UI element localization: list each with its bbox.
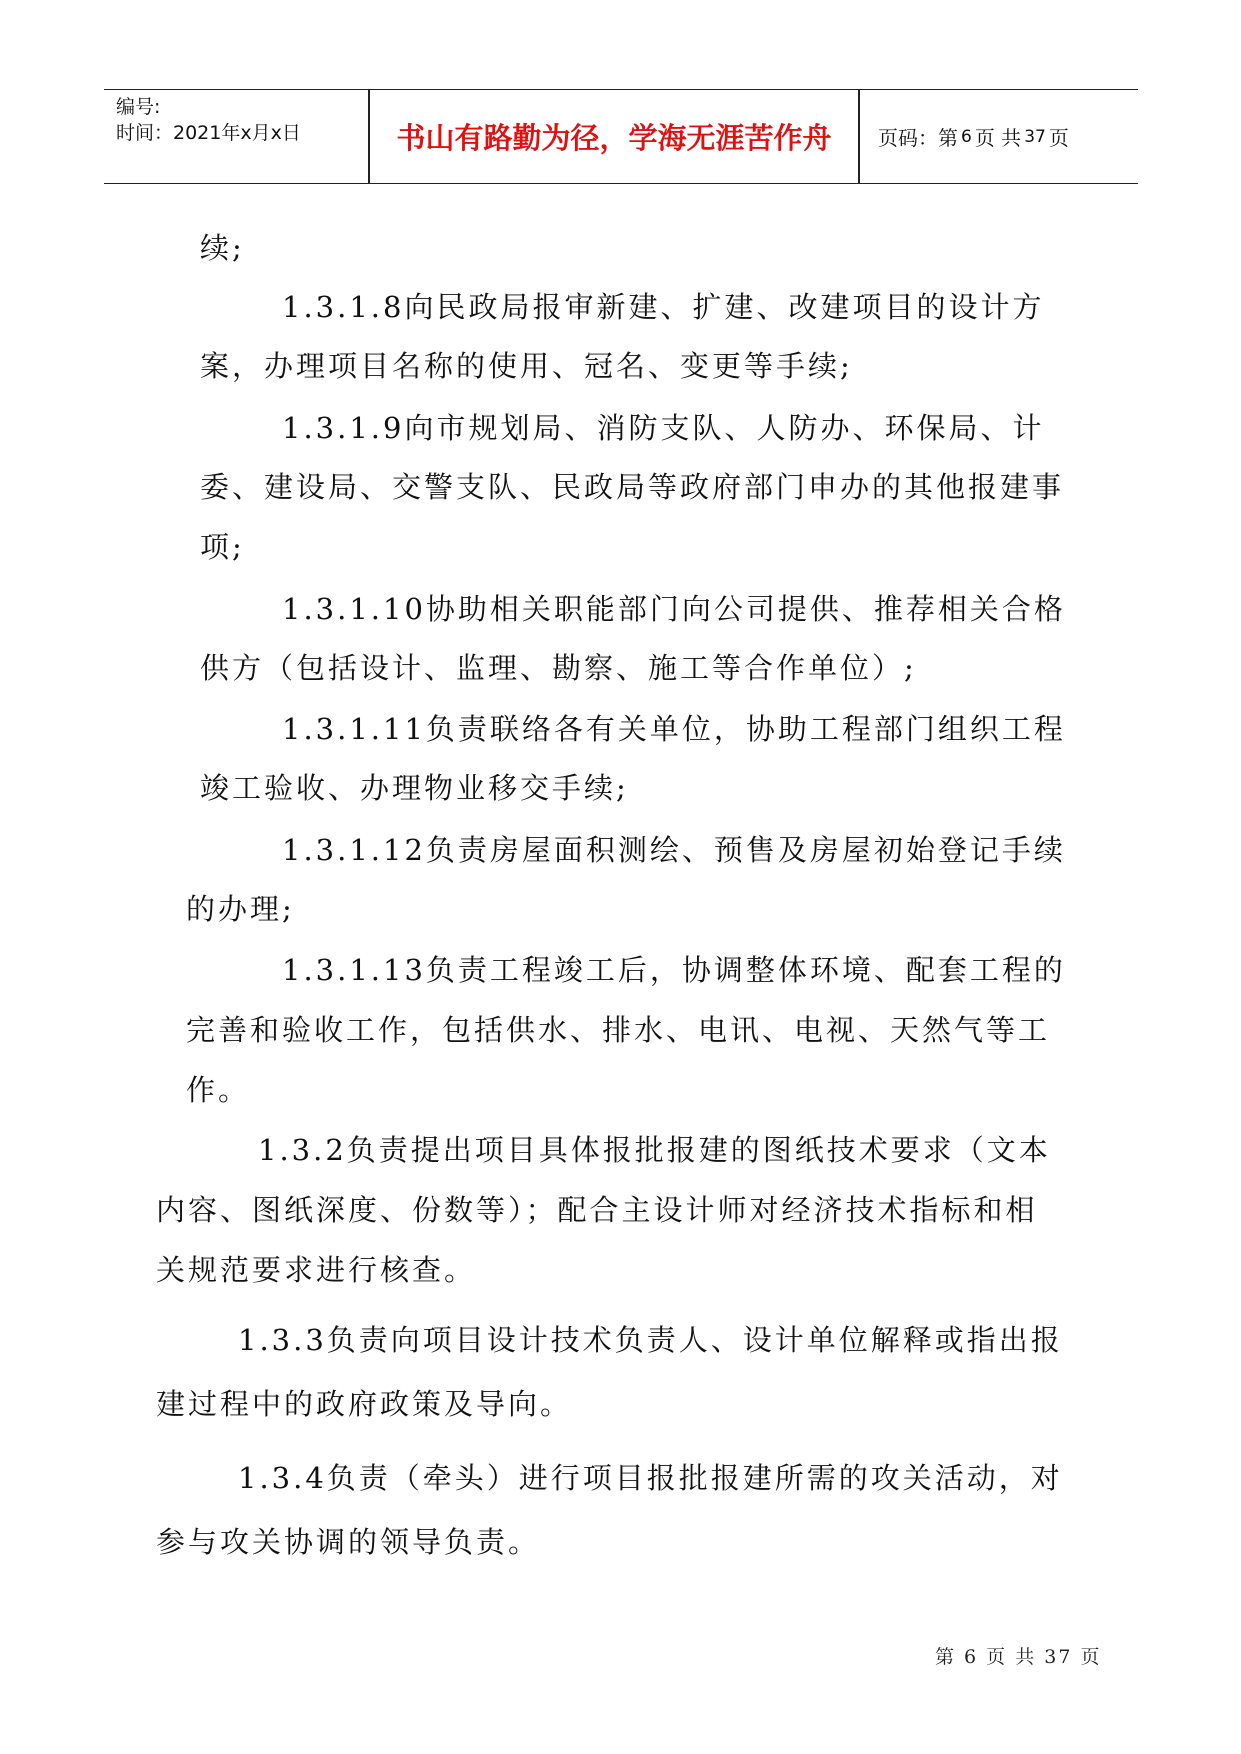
text-line: 竣工验收、办理物业移交手续; xyxy=(200,771,629,805)
page-prefix: 页码：第 xyxy=(878,126,958,150)
text-line: 的办理; xyxy=(186,892,295,926)
page-number: 6 xyxy=(961,126,972,147)
text-line: 1.3.1.12负责房屋面积测绘、预售及房屋初始登记手续 xyxy=(282,833,1066,867)
doc-time-label: 时间：2021年x月x日 xyxy=(116,122,301,144)
page-header xyxy=(104,89,1138,184)
header-divider-2 xyxy=(858,90,860,183)
text-line: 建过程中的政府政策及导向。 xyxy=(156,1387,573,1421)
text-line: 参与攻关协调的领导负责。 xyxy=(156,1525,541,1559)
text-line: 1.3.1.13负责工程竣工后，协调整体环境、配套工程的 xyxy=(282,953,1066,987)
text-line: 项; xyxy=(200,530,245,564)
text-line: 作。 xyxy=(186,1073,251,1107)
page-suffix: 页 xyxy=(1048,126,1069,150)
page-mid: 页 共 xyxy=(974,126,1022,150)
text-line: 供方（包括设计、监理、勘察、施工等合作单位）; xyxy=(200,651,917,685)
text-line: 1.3.2负责提出项目具体报批报建的图纸技术要求（文本 xyxy=(258,1133,1051,1167)
page-total: 37 xyxy=(1024,126,1046,147)
text-line: 内容、图纸深度、份数等）；配合主设计师对经济技术指标和相 xyxy=(156,1193,1038,1227)
page-footer: 第 6 页 共 37 页 xyxy=(935,1646,1102,1668)
text-line: 1.3.4负责（牵头）进行项目报批报建所需的攻关活动，对 xyxy=(238,1461,1063,1495)
text-line: 案，办理项目名称的使用、冠名、变更等手续; xyxy=(200,349,853,383)
header-motto: 书山有路勤为径，学海无涯苦作舟 xyxy=(396,121,832,155)
text-line: 续; xyxy=(200,231,245,265)
text-line: 1.3.1.8向民政局报审新建、扩建、改建项目的设计方 xyxy=(282,290,1045,324)
header-page-info xyxy=(868,90,1138,183)
doc-number-label: 编号: xyxy=(116,96,161,118)
text-line: 1.3.1.10协助相关职能部门向公司提供、推荐相关合格 xyxy=(282,592,1066,626)
text-line: 1.3.1.11负责联络各有关单位，协助工程部门组织工程 xyxy=(282,712,1066,746)
text-line: 完善和验收工作，包括供水、排水、电讯、电视、天然气等工 xyxy=(186,1013,1051,1047)
text-line: 1.3.1.9向市规划局、消防支队、人防办、环保局、计 xyxy=(282,411,1045,445)
text-line: 1.3.3负责向项目设计技术负责人、设计单位解释或指出报 xyxy=(238,1323,1063,1357)
text-line: 委、建设局、交警支队、民政局等政府部门申办的其他报建事 xyxy=(200,470,1065,504)
text-line: 关规范要求进行核查。 xyxy=(156,1253,477,1287)
header-meta xyxy=(116,94,366,146)
